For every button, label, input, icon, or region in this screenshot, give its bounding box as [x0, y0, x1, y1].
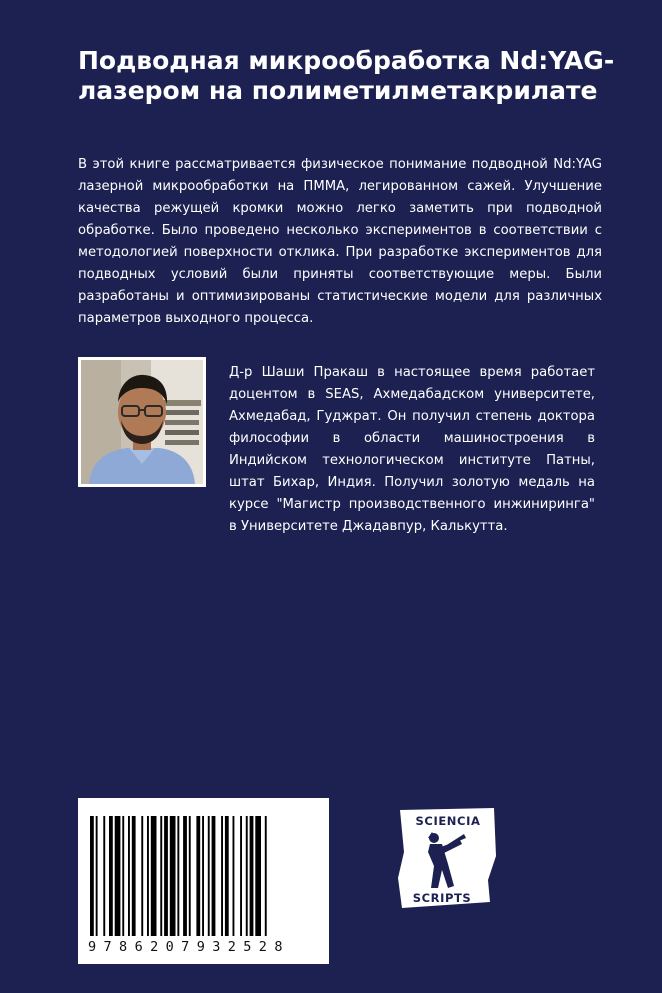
book-title: Подводная микрообработка Nd:YAG-лазером на полиметилметакрилате	[78, 46, 615, 105]
publisher-logo-bottom-text: SCRIPTS	[412, 891, 472, 905]
publisher-logo-top-text: SCIENCIA	[415, 814, 481, 828]
book-description: В этой книге рассматривается физическое понимание подводной Nd:YAG лазерной микрообработки на ПММА, легированном сажей. Улучшение качества режущей кромки можно легко заметить при подводной обработке. Было проведено несколько экспериментов в соответствии с методологией поверхности отклика. При разработке экспериментов для подводных условий были приняты соответствующие меры. Были разработаны и оптимизированы статистические модели для различных параметров выходного процесса.	[78, 157, 602, 326]
isbn-digits: 9786207932528	[88, 939, 290, 955]
author-portrait-image	[81, 360, 203, 484]
author-bio: Д-р Шаши Пракаш в настоящее время работает доцентом в SEAS, Ахмедабадском университете, Ахмедабад, Гуджрат. Он получил степень доктора философии в области машиностроения в Индийском технологическом институте Патны, штат Бихар, Индия. Получил золотую медаль на курсе "Магистр производственного инжиниринга" в Университете Джадавпур, Калькутта.	[229, 365, 595, 534]
author-photo	[78, 357, 206, 487]
publisher-logo	[398, 808, 498, 910]
isbn-barcode	[78, 798, 329, 964]
